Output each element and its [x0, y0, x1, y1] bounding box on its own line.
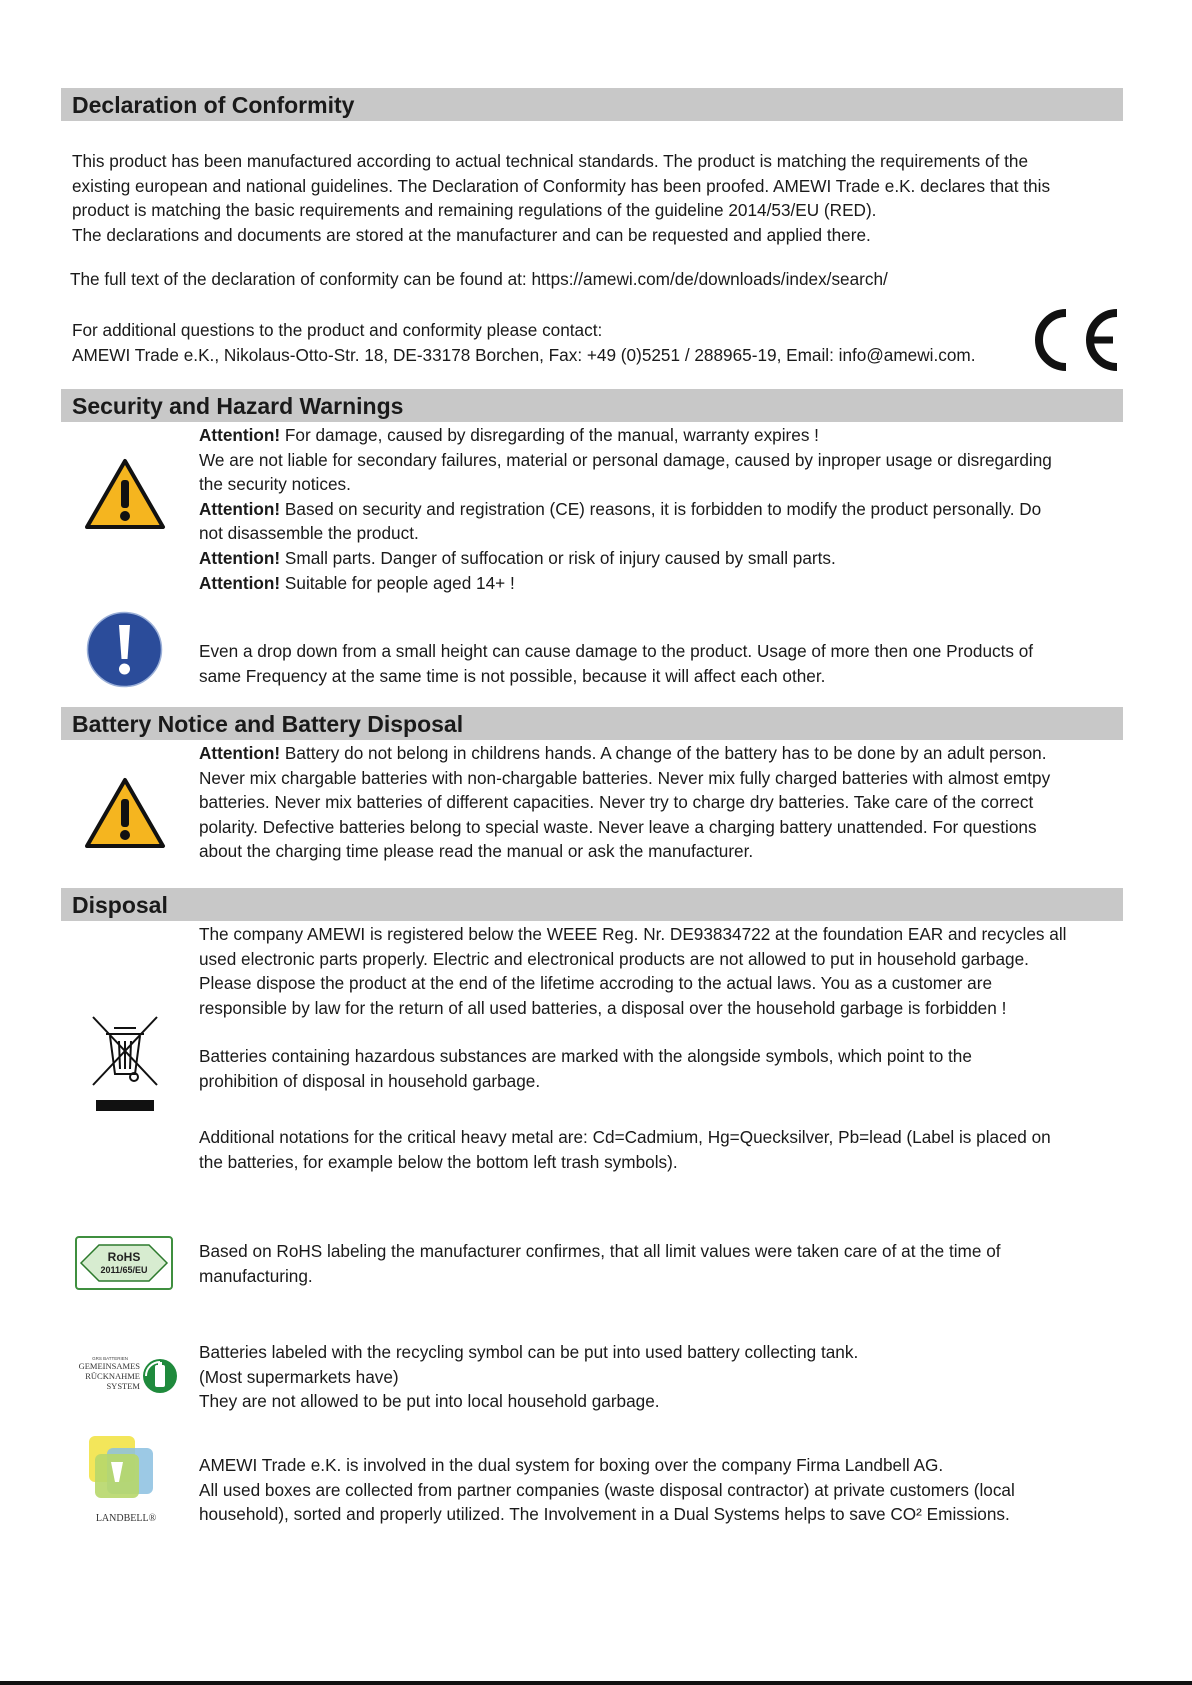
notation-line-2: the batteries, for example below the bottom left trash symbols).: [199, 1151, 678, 1172]
page-bottom-border: [0, 1681, 1192, 1685]
svg-text:SYSTEM: SYSTEM: [106, 1381, 140, 1391]
svg-text:LANDBELL®: LANDBELL®: [95, 1513, 157, 1524]
battery-line-1: Attention! Battery do not belong in childrens hands. A change of the battery has to be done by an adult person.: [199, 743, 1047, 763]
battery-heading: Battery Notice and Battery Disposal: [72, 711, 464, 737]
svg-text:RÜCKNAHME: RÜCKNAHME: [85, 1371, 140, 1381]
security-heading-bar: [61, 389, 1123, 422]
svg-text:2011/65/EU: 2011/65/EU: [100, 1265, 148, 1275]
svg-text:RoHS: RoHS: [107, 1250, 141, 1264]
landbell-logo-icon: [83, 1434, 169, 1526]
conformity-heading-bar: [61, 88, 1123, 121]
security-warning-1: Attention! For damage, caused by disregarding of the manual, warranty expires !: [199, 425, 819, 445]
grs-line-2: (Most supermarkets have): [199, 1366, 399, 1387]
battery-line-2: Never mix chargable batteries with non-chargable batteries. Never mix fully charged batteries with almost emtpy: [199, 767, 1051, 788]
security-warning-3: Attention! Based on security and registration (CE) reasons, it is forbidden to modify the product personally. Do: [199, 498, 1042, 519]
battery-warning-triangle-icon: [84, 777, 166, 849]
contact-line-2: AMEWI Trade e.K., Nikolaus-Otto-Str. 18, DE-33178 Borchen, Fax: +49 (0)5251 / 288965-19, Email: info@amewi.com.: [72, 344, 976, 365]
ce-mark-icon: [1033, 307, 1123, 373]
info-line-1: Even a drop down from a small height can cause damage to the product. Usage of more then one Products of: [199, 641, 1034, 661]
security-warning-2a: We are not liable for secondary failures, material or personal damage, caused by inproper usage or disregarding: [199, 449, 1052, 470]
weee-line-1: The company AMEWI is registered below the WEEE Reg. Nr. DE93834722 at the foundation EAR and recycles all: [199, 924, 1067, 944]
conformity-line-1: This product has been manufactured according to actual technical standards. The product is matching the requirements of the: [72, 151, 1029, 171]
conformity-heading: Declaration of Conformity: [72, 92, 355, 118]
crossed-bin-icon: [89, 1014, 161, 1113]
warning-triangle-icon: [84, 458, 166, 530]
svg-text:GRS BATTERIEN: GRS BATTERIEN: [92, 1356, 128, 1361]
rohs-line-1: Based on RoHS labeling the manufacturer confirmes, that all limit values were taken care of at the time of: [199, 1241, 1001, 1261]
security-warning-5: Attention! Suitable for people aged 14+ !: [199, 572, 515, 593]
disposal-heading-bar: [61, 888, 1123, 921]
security-warning-2b: the security notices.: [199, 474, 351, 495]
conformity-fulltext: The full text of the declaration of conformity can be found at: https://amewi.com/de/downloads/index/search/: [70, 269, 888, 289]
battery-line-3: batteries. Never mix batteries of different capacities. Never try to charge dry batteries. Take care of the correct: [199, 792, 1034, 813]
landbell-line-1: AMEWI Trade e.K. is involved in the dual system for boxing over the company Firma Landbell AG.: [199, 1455, 944, 1475]
battery-line-4: polarity. Defective batteries belong to special waste. Never leave a charging battery unattended. For questions: [199, 816, 1037, 837]
contact-line-1: For additional questions to the product and conformity please contact:: [72, 320, 603, 340]
weee-line-3: Please dispose the product at the end of the lifetime accroding to the actual laws. You as a customer are: [199, 973, 993, 994]
notation-line-1: Additional notations for the critical heavy metal are: Cd=Cadmium, Hg=Quecksilver, Pb=lead (Label is placed on: [199, 1127, 1051, 1147]
grs-recycling-logo-icon: [68, 1354, 180, 1396]
weee-line-4: responsible by law for the return of all used batteries, a disposal over the household garbage is forbidden !: [199, 997, 1007, 1018]
battery-line-5: about the charging time please read the manual or ask the manufacturer.: [199, 841, 754, 862]
mandatory-info-icon: [86, 611, 163, 688]
battery-heading-bar: [61, 707, 1123, 740]
conformity-line-4: The declarations and documents are stored at the manufacturer and can be requested and applied there.: [72, 224, 871, 245]
svg-text:GEMEINSAMES: GEMEINSAMES: [78, 1361, 140, 1371]
security-warning-3b: not disassemble the product.: [199, 523, 419, 544]
conformity-line-3: product is matching the basic requirements and remaining regulations of the guideline 2014/53/EU (RED).: [72, 200, 877, 221]
disposal-heading: Disposal: [72, 892, 168, 918]
hazard-line-2: prohibition of disposal in household garbage.: [199, 1070, 541, 1091]
grs-line-1: Batteries labeled with the recycling symbol can be put into used battery collecting tank.: [199, 1342, 859, 1362]
landbell-line-2: All used boxes are collected from partner companies (waste disposal contractor) at private customers (local: [199, 1479, 1015, 1500]
weee-line-2: used electronic parts properly. Electric and electronical products are not allowed to put in household garbage.: [199, 948, 1029, 969]
info-line-2: same Frequency at the same time is not possible, because it will affect each other.: [199, 665, 826, 686]
security-heading: Security and Hazard Warnings: [72, 393, 404, 419]
grs-line-3: They are not allowed to be put into local household garbage.: [199, 1391, 660, 1412]
hazard-line-1: Batteries containing hazardous substances are marked with the alongside symbols, which point to the: [199, 1046, 972, 1066]
landbell-line-3: household), sorted and properly utilized. The Involvement in a Dual Systems helps to save CO² Emissions.: [199, 1504, 1010, 1525]
conformity-line-2: existing european and national guidelines. The Declaration of Conformity has been proofed. AMEWI Trade e.K. declares that this: [72, 175, 1051, 196]
rohs-logo-icon: [75, 1236, 173, 1290]
rohs-line-2: manufacturing.: [199, 1265, 313, 1286]
security-warning-4: Attention! Small parts. Danger of suffocation or risk of injury caused by small parts.: [199, 548, 836, 568]
